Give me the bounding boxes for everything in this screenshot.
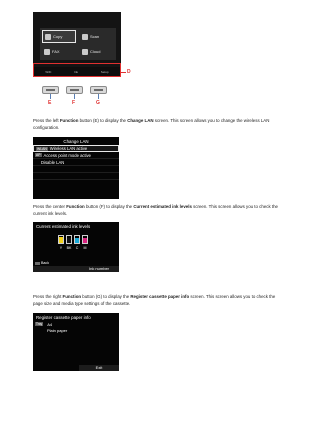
lan-option-label: Disable LAN: [41, 159, 65, 165]
lan-option-wireless[interactable]: [33, 145, 119, 152]
cloud-tile[interactable]: [80, 45, 114, 58]
text-segment: button (E) to display the: [78, 118, 128, 123]
change-lan-screen: [33, 137, 119, 199]
scan-label: Scan: [90, 34, 100, 39]
paragraph-right-function: [33, 294, 283, 307]
copy-icon: [45, 34, 51, 40]
ink-number-button[interactable]: Ink number: [88, 266, 109, 271]
paragraph-center-function: [33, 204, 283, 217]
lan-option-label: Access point mode active: [43, 152, 92, 158]
cassette-media-row: [33, 327, 119, 333]
ink-tank-c: [74, 235, 80, 244]
callout-f: F: [72, 100, 76, 106]
lan-empty-row: [33, 173, 119, 180]
ink-label-bk: BK: [66, 246, 72, 250]
function-bar-left: WiFi: [45, 70, 52, 74]
wlan-tag: WLAN: [37, 146, 47, 151]
text-segment: screen. This screen allows you to check the current ink levels.: [33, 204, 278, 216]
fax-icon: [44, 49, 50, 55]
exit-button[interactable]: Exit: [79, 365, 119, 371]
function-bar-right: Setup: [100, 70, 109, 74]
bold-segment: Current estimated ink levels: [133, 204, 192, 209]
ap-tag: AP: [36, 153, 41, 157]
ink-tank-m: [82, 235, 88, 244]
bold-segment: Register cassette paper info: [130, 294, 190, 299]
fax-label: FAX: [52, 49, 60, 54]
copy-tile[interactable]: [42, 30, 76, 43]
back-label: Back: [41, 261, 49, 265]
cloud-label: Cloud: [90, 49, 101, 54]
bold-segment: Function: [59, 118, 79, 123]
ink-level-fill: [75, 238, 79, 243]
cloud-icon: [82, 49, 88, 55]
tray-tag: Tray: [36, 322, 43, 326]
text-segment: Press the center: [33, 204, 67, 209]
cassette-size: A4: [47, 321, 53, 327]
text-segment: button (G) to display the: [81, 294, 131, 299]
ink-level-fill: [59, 237, 63, 243]
paragraph-left-function: [33, 118, 283, 131]
bold-segment: Function: [66, 204, 85, 209]
ink-labels: [58, 246, 88, 250]
cassette-info-screen: [33, 313, 119, 371]
function-bar-center: Ink: [74, 70, 79, 74]
bold-segment: Change LAN: [127, 118, 154, 123]
function-button-center[interactable]: [66, 86, 83, 94]
text-segment: screen. This screen allows you to check the page size and media type settings of the cassette.: [33, 294, 276, 306]
screen-title: Register cassette paper info: [36, 315, 91, 320]
bold-segment: Function: [62, 294, 82, 299]
fax-tile[interactable]: [42, 45, 76, 58]
ink-label-m: M: [83, 246, 87, 250]
function-button-left[interactable]: [42, 86, 59, 94]
function-button-right[interactable]: [90, 86, 107, 94]
callout-g-line: [98, 94, 99, 99]
ink-levels-screen: [33, 222, 119, 272]
function-bar-highlight: [33, 63, 121, 77]
back-key-icon: [35, 262, 40, 265]
screen-title: Current estimated ink levels: [36, 224, 91, 229]
lan-empty-row: [33, 166, 119, 173]
ink-label-c: C: [75, 246, 79, 250]
scan-icon: [82, 34, 88, 40]
lan-option-access-point[interactable]: [33, 152, 119, 159]
copy-label: Copy: [53, 34, 63, 39]
text-segment: screen. This screen allows you to change the wireless LAN configuration.: [33, 118, 270, 130]
callout-e-line: [50, 94, 51, 99]
cassette-media: Plain paper: [47, 327, 68, 333]
scan-tile[interactable]: [80, 30, 114, 43]
ink-tank-y: [58, 235, 64, 244]
callout-g: G: [96, 100, 100, 106]
lan-option-disable[interactable]: [33, 159, 119, 166]
ink-level-fill: [67, 238, 71, 243]
home-screen: [40, 28, 116, 60]
callout-d: D: [127, 69, 131, 75]
ink-level-fill: [83, 238, 87, 243]
ink-label-y: Y: [59, 246, 63, 250]
lan-option-label: Wireless LAN active: [49, 146, 88, 151]
callout-d-line: [121, 72, 126, 73]
ink-tank-bk: [66, 235, 72, 244]
callout-e: E: [48, 100, 52, 106]
back-button[interactable]: [35, 261, 49, 265]
screen-title: Change LAN: [63, 139, 89, 144]
text-segment: Press the right: [33, 294, 63, 299]
text-segment: button (F) to display the: [84, 204, 134, 209]
callout-f-line: [74, 94, 75, 99]
text-segment: Press the left: [33, 118, 60, 123]
ink-tanks: [58, 235, 88, 244]
